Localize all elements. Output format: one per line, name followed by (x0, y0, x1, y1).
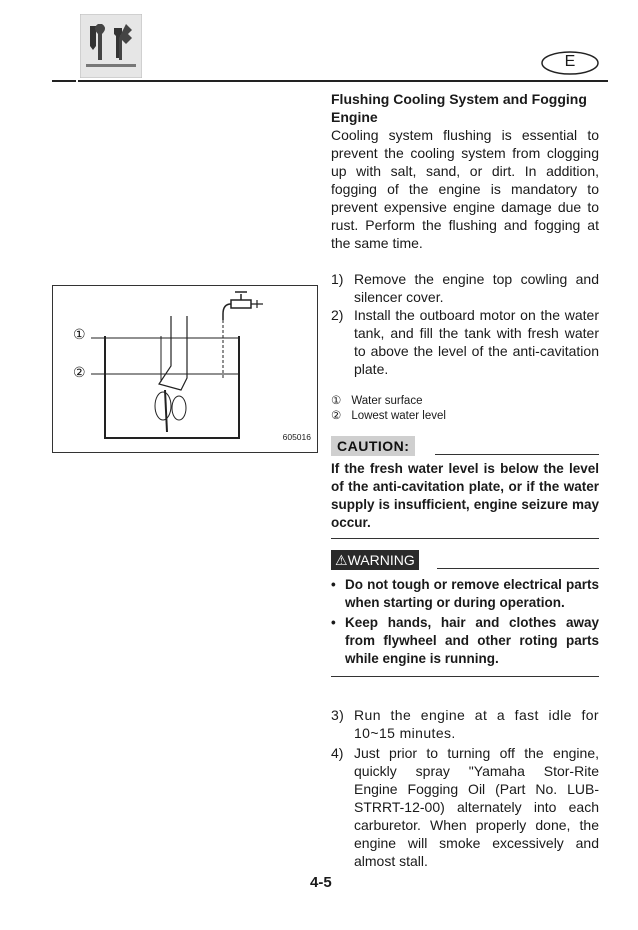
intro-paragraph: Cooling system flushing is essential to prevent the cooling system from clogging up with salt, sand, or dirt. In addition, fogging of the engine is mandatory to prevent expensive engine damage due to rust. Perform the flushing and fogging at the same time. (331, 127, 599, 251)
step-text: Remove the engine top cowling and silencer cover. (354, 271, 599, 305)
legend-item (331, 409, 599, 424)
step-number: 3) (331, 707, 345, 723)
page-number: 4-5 (310, 874, 332, 891)
section-badge (540, 50, 600, 76)
warning-bullet-text: Keep hands, hair and clothes away from flywheel and other roting parts while engine is running. (345, 615, 599, 666)
bullet-dot-icon: • (331, 615, 336, 630)
warning-block (331, 550, 599, 677)
figure-legend (331, 394, 599, 424)
steps-list-b (331, 706, 599, 870)
callout-2: ② (73, 364, 86, 380)
legend-text: Water surface (351, 395, 423, 407)
legend-item (331, 394, 599, 409)
step-text: Just prior to turning off the engine, quickly spray "Yamaha Stor-Rite Engine Fogging Oil (Part No. LUB-STRRT-12-00) alternately into each carburetor. When properly done, the engine will smoke excessively and almost stall. (354, 745, 599, 869)
warning-bullet (331, 576, 599, 612)
caution-end-rule (331, 538, 599, 539)
warning-bullet-text: Do not tough or remove electrical parts when starting or during operation. (345, 577, 599, 610)
water-tank-diagram (53, 286, 317, 452)
section-heading: Flushing Cooling System and Fogging Engine (331, 91, 587, 125)
warning-triangle-icon: ⚠ (335, 552, 348, 568)
warning-end-rule (331, 676, 599, 677)
header-rule-left (52, 80, 76, 82)
step-text: Run the engine at a fast idle for 10~15 minutes. (354, 707, 599, 741)
step-item (331, 270, 599, 306)
step-text: Install the outboard motor on the water tank, and fill the tank with fresh water to above the level of the anti-cavitation plate. (354, 307, 599, 377)
legend-text: Lowest water level (351, 410, 446, 422)
bullet-dot-icon: • (331, 577, 336, 592)
section-letter: E (564, 53, 576, 70)
steps-list-a (331, 270, 599, 378)
tools-icon (80, 14, 142, 78)
warning-label-rule (437, 568, 599, 569)
warning-bullet (331, 614, 599, 668)
callout-1: ① (73, 326, 86, 342)
step-number: 4) (331, 745, 344, 761)
caution-label-rule (435, 454, 599, 455)
figure-number: 605016 (282, 432, 311, 442)
caution-label: CAUTION: (331, 436, 415, 456)
legend-mark: ① (331, 395, 342, 407)
step-item (331, 306, 599, 378)
legend-mark: ② (331, 410, 342, 422)
header-rule (78, 80, 608, 82)
step-number: 2) (331, 307, 344, 323)
step-item (331, 744, 599, 870)
step-number: 1) (331, 271, 344, 287)
caution-text: If the fresh water level is below the level of the anti-cavitation plate, or if the water supply is insufficient, engine seizure may occur. (331, 461, 599, 530)
step-item (331, 706, 599, 742)
flushing-figure (52, 285, 318, 453)
caution-block (331, 436, 599, 540)
warning-label: ⚠WARNING (331, 550, 419, 570)
